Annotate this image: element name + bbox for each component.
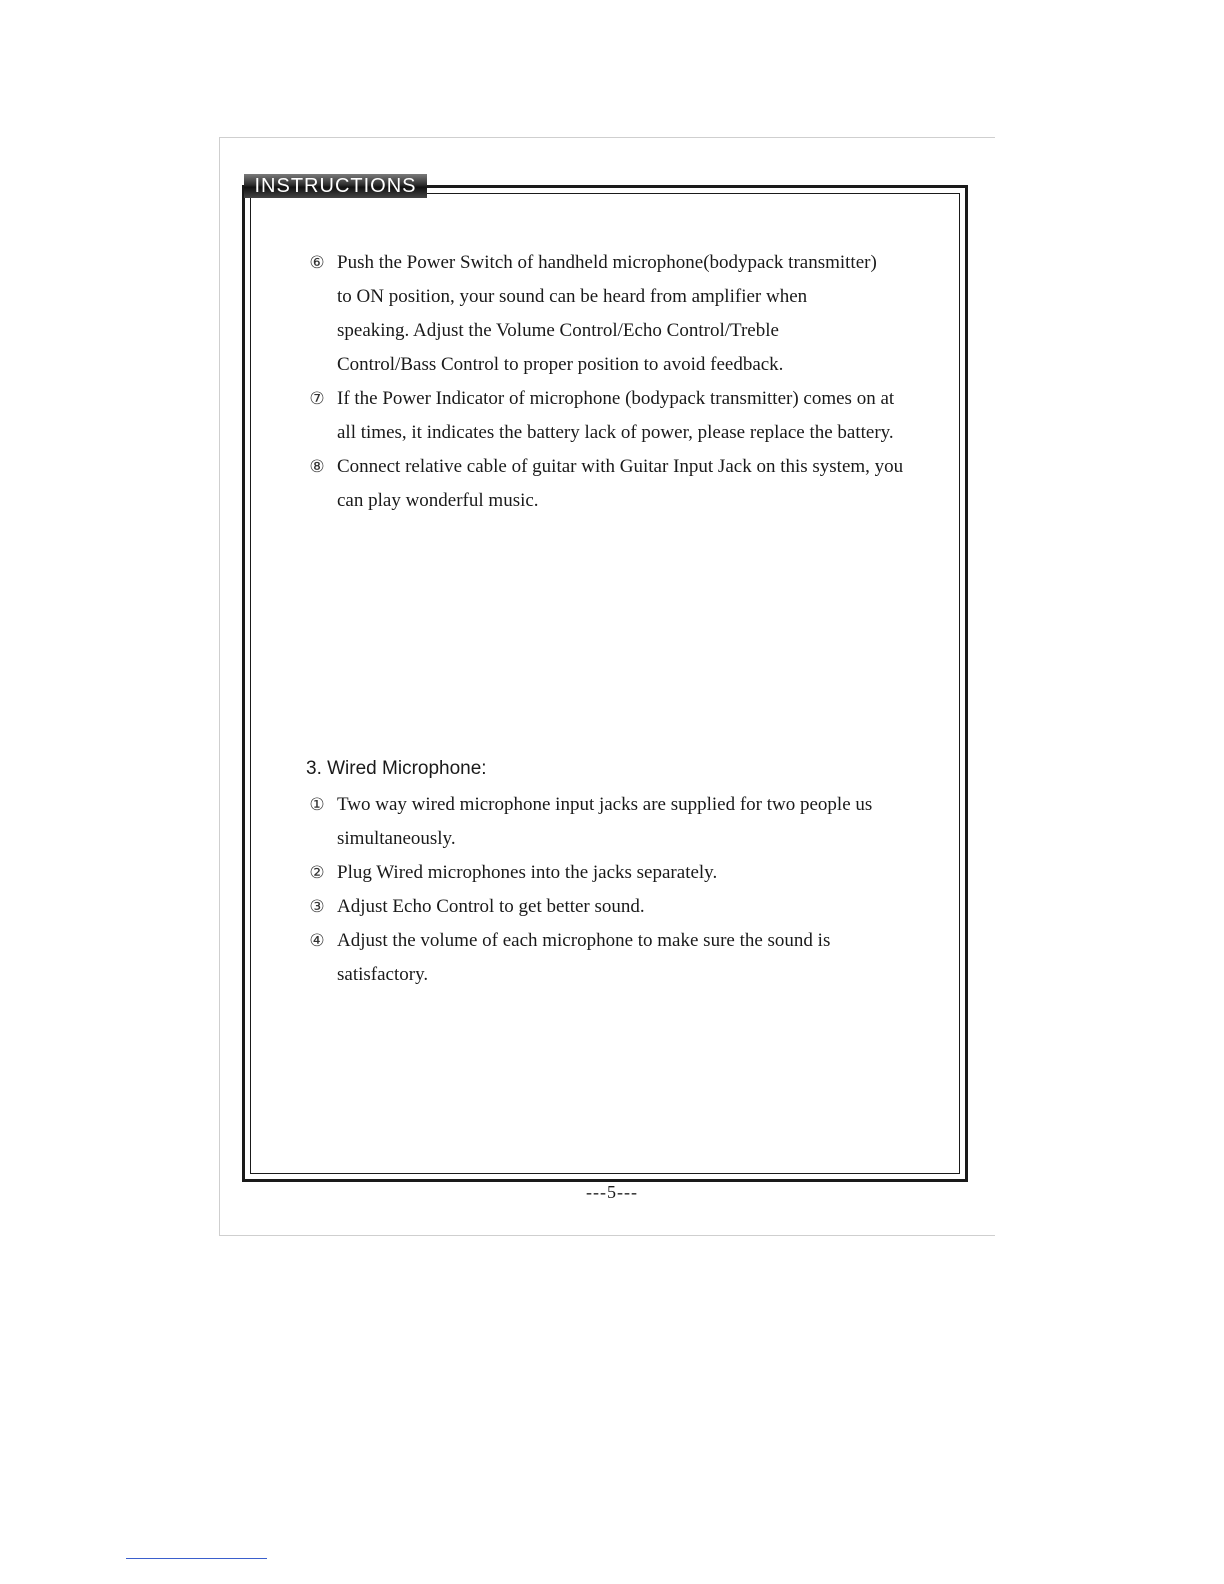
instructions-banner: INSTRUCTIONS [244, 174, 427, 198]
item-number: ③ [309, 897, 325, 917]
item-text: Connect relative cable of guitar with Guitar Input Jack on this system, you can play wonderful music. [337, 456, 904, 511]
item-text: If the Power Indicator of microphone (bodypack transmitter) comes on at all times, it indicates the battery lack of power, please replace the battery. [337, 388, 895, 443]
item-text: Two way wired microphone input jacks are supplied for two people us simultaneously. [337, 794, 873, 849]
item-number: ⑦ [309, 389, 325, 409]
item-number: ② [309, 863, 325, 883]
list-item [306, 450, 907, 518]
item-text: Plug Wired microphones into the jacks separately. [337, 862, 718, 883]
instruction-list-1 [306, 246, 906, 518]
item-number: ⑧ [309, 457, 325, 477]
list-item [306, 788, 882, 856]
list-item [306, 246, 877, 382]
item-number: ① [309, 795, 325, 815]
item-text: Adjust the volume of each microphone to make sure the sound is satisfactory. [337, 930, 831, 985]
item-number: ⑥ [309, 253, 325, 273]
list-item [306, 890, 897, 924]
item-number: ④ [309, 931, 325, 951]
item-text: Adjust Echo Control to get better sound. [337, 896, 645, 917]
section-heading: 3. Wired Microphone: [306, 758, 487, 779]
item-text: Push the Power Switch of handheld microphone(bodypack transmitter) to ON position, your sound can be heard from amplifier when speaking. Adjust the Volume Control/Echo Control/Treble Control/Bass Control to proper position to avoid feedback. [337, 252, 877, 375]
list-item [306, 856, 897, 890]
page-number: ---5--- [586, 1182, 638, 1202]
instruction-list-2 [306, 788, 906, 992]
list-item [306, 382, 897, 450]
list-item [306, 924, 847, 992]
decorative-underline [126, 1558, 267, 1559]
